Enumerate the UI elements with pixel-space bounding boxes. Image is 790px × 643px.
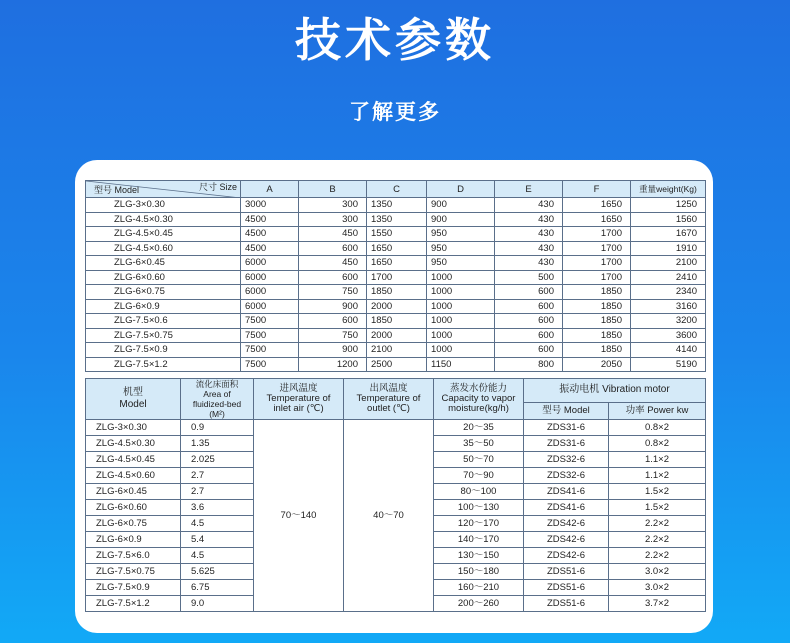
value-cell: 1850 xyxy=(563,343,631,358)
area-cell: 2.7 xyxy=(181,468,254,484)
table-row xyxy=(86,357,706,372)
motor-model-cell: ZDS32-6 xyxy=(524,468,609,484)
value-cell: 4500 xyxy=(241,241,299,256)
value-cell: 430 xyxy=(495,212,563,227)
value-cell: 1150 xyxy=(427,357,495,372)
value-cell: 7500 xyxy=(241,357,299,372)
value-cell: 4500 xyxy=(241,212,299,227)
motor-power-cell: 0.8×2 xyxy=(609,436,706,452)
value-cell: 2410 xyxy=(631,270,706,285)
value-cell: 300 xyxy=(299,198,367,213)
value-cell: 600 xyxy=(495,314,563,329)
motor-power-cell: 1.5×2 xyxy=(609,500,706,516)
value-cell: 900 xyxy=(427,198,495,213)
motor-power-cell: 2.2×2 xyxy=(609,548,706,564)
value-cell: 1700 xyxy=(563,241,631,256)
value-cell: 300 xyxy=(299,212,367,227)
value-cell: 1350 xyxy=(367,198,427,213)
motor-model-cell: ZDS51-6 xyxy=(524,580,609,596)
model-cell: ZLG-4.5×0.45 xyxy=(86,227,241,242)
value-cell: 1850 xyxy=(367,285,427,300)
value-cell: 7500 xyxy=(241,314,299,329)
motor-model-cell: ZDS51-6 xyxy=(524,564,609,580)
col-header: B xyxy=(299,181,367,198)
model-cell: ZLG-6×0.9 xyxy=(86,299,241,314)
value-cell: 3600 xyxy=(631,328,706,343)
value-cell: 4500 xyxy=(241,227,299,242)
model-cell: ZLG-7.5×0.6 xyxy=(86,314,241,329)
value-cell: 6000 xyxy=(241,285,299,300)
area-cell: 9.0 xyxy=(181,596,254,612)
col-header: A xyxy=(241,181,299,198)
inlet-temp-cell: 70～140 xyxy=(254,420,344,612)
area-cell: 3.6 xyxy=(181,500,254,516)
capacity-cell: 120～170 xyxy=(434,516,524,532)
value-cell: 900 xyxy=(299,299,367,314)
motor-model-cell: ZDS41-6 xyxy=(524,500,609,516)
learn-more-link[interactable]: 了解更多 xyxy=(349,100,441,124)
model-cell: ZLG-4.5×0.30 xyxy=(86,212,241,227)
value-cell: 430 xyxy=(495,227,563,242)
value-cell: 1850 xyxy=(563,314,631,329)
model-cell: ZLG-7.5×0.75 xyxy=(86,564,181,580)
size-label: 尺寸 Size xyxy=(198,182,237,192)
value-cell: 1650 xyxy=(563,198,631,213)
page-title: 技术参数 xyxy=(295,13,495,67)
value-cell: 7500 xyxy=(241,343,299,358)
model-cell: ZLG-7.5×1.2 xyxy=(86,357,241,372)
value-cell: 950 xyxy=(427,227,495,242)
area-cell: 6.75 xyxy=(181,580,254,596)
value-cell: 600 xyxy=(495,343,563,358)
value-cell: 1850 xyxy=(563,285,631,300)
spec-card xyxy=(75,160,713,633)
value-cell: 600 xyxy=(495,299,563,314)
area-cell: 5.625 xyxy=(181,564,254,580)
capacity-header: 蒸发水份能力 Capacity to vapor moisture(kg/h) xyxy=(434,379,524,420)
motor-power-cell: 2.2×2 xyxy=(609,516,706,532)
model-cell: ZLG-6×0.60 xyxy=(86,270,241,285)
value-cell: 430 xyxy=(495,256,563,271)
table-row xyxy=(86,227,706,242)
capacity-cell: 150～180 xyxy=(434,564,524,580)
value-cell: 1850 xyxy=(563,299,631,314)
model-cell: ZLG-3×0.30 xyxy=(86,198,241,213)
model-cell: ZLG-7.5×0.9 xyxy=(86,343,241,358)
value-cell: 600 xyxy=(299,314,367,329)
capacity-cell: 200～260 xyxy=(434,596,524,612)
capacity-cell: 70～90 xyxy=(434,468,524,484)
capacity-cell: 130～150 xyxy=(434,548,524,564)
value-cell: 1000 xyxy=(427,328,495,343)
motor-power-cell: 3.0×2 xyxy=(609,564,706,580)
value-cell: 1650 xyxy=(367,256,427,271)
value-cell: 1670 xyxy=(631,227,706,242)
value-cell: 2100 xyxy=(631,256,706,271)
capacity-cell: 160～210 xyxy=(434,580,524,596)
value-cell: 1850 xyxy=(563,328,631,343)
table-row xyxy=(86,420,706,436)
value-cell: 1250 xyxy=(631,198,706,213)
table-row xyxy=(86,270,706,285)
motor-power-cell: 2.2×2 xyxy=(609,532,706,548)
table1-corner-header xyxy=(86,181,241,198)
area-cell: 5.4 xyxy=(181,532,254,548)
value-cell: 2000 xyxy=(367,299,427,314)
value-cell: 430 xyxy=(495,241,563,256)
value-cell: 900 xyxy=(427,212,495,227)
outlet-temp-header: 出风温度 Temperature of outlet (℃) xyxy=(344,379,434,420)
value-cell: 950 xyxy=(427,241,495,256)
value-cell: 2100 xyxy=(367,343,427,358)
model-cell: ZLG-7.5×0.75 xyxy=(86,328,241,343)
area-cell: 2.025 xyxy=(181,452,254,468)
value-cell: 1700 xyxy=(563,256,631,271)
motor-power-cell: 1.1×2 xyxy=(609,452,706,468)
model-cell: ZLG-6×0.45 xyxy=(86,484,181,500)
value-cell: 1650 xyxy=(563,212,631,227)
model-label: 型号 Model xyxy=(94,185,140,195)
motor-power-cell: 3.7×2 xyxy=(609,596,706,612)
value-cell: 4140 xyxy=(631,343,706,358)
value-cell: 1000 xyxy=(427,285,495,300)
value-cell: 2340 xyxy=(631,285,706,300)
model-cell: ZLG-6×0.75 xyxy=(86,516,181,532)
capacity-cell: 80～100 xyxy=(434,484,524,500)
area-cell: 2.7 xyxy=(181,484,254,500)
value-cell: 450 xyxy=(299,227,367,242)
value-cell: 6000 xyxy=(241,299,299,314)
motor-power-cell: 3.0×2 xyxy=(609,580,706,596)
value-cell: 1910 xyxy=(631,241,706,256)
value-cell: 600 xyxy=(495,285,563,300)
area-cell: 4.5 xyxy=(181,516,254,532)
value-cell: 1850 xyxy=(367,314,427,329)
value-cell: 600 xyxy=(299,270,367,285)
model-cell: ZLG-6×0.45 xyxy=(86,256,241,271)
motor-model-cell: ZDS51-6 xyxy=(524,596,609,612)
model-cell: ZLG-7.5×6.0 xyxy=(86,548,181,564)
motor-power-header: 功率 Power kw xyxy=(609,402,706,419)
area-header: 流化床面积 Area of fluidized-bed (M²) xyxy=(181,379,254,420)
model-cell: ZLG-3×0.30 xyxy=(86,420,181,436)
inlet-temp-header: 进风温度 Temperature of inlet air (℃) xyxy=(254,379,344,420)
value-cell: 6000 xyxy=(241,256,299,271)
value-cell: 2500 xyxy=(367,357,427,372)
area-cell: 4.5 xyxy=(181,548,254,564)
table-row xyxy=(86,314,706,329)
model-header: 机型 Model xyxy=(86,379,181,420)
value-cell: 950 xyxy=(427,256,495,271)
value-cell: 450 xyxy=(299,256,367,271)
table-row xyxy=(86,241,706,256)
dimension-table xyxy=(85,180,706,372)
value-cell: 7500 xyxy=(241,328,299,343)
model-cell: ZLG-6×0.75 xyxy=(86,285,241,300)
col-header: C xyxy=(367,181,427,198)
model-cell: ZLG-4.5×0.45 xyxy=(86,452,181,468)
capacity-cell: 50～70 xyxy=(434,452,524,468)
value-cell: 1560 xyxy=(631,212,706,227)
value-cell: 1200 xyxy=(299,357,367,372)
value-cell: 1350 xyxy=(367,212,427,227)
capacity-cell: 140～170 xyxy=(434,532,524,548)
value-cell: 430 xyxy=(495,198,563,213)
motor-power-cell: 1.5×2 xyxy=(609,484,706,500)
value-cell: 5190 xyxy=(631,357,706,372)
value-cell: 1000 xyxy=(427,299,495,314)
value-cell: 1650 xyxy=(367,241,427,256)
value-cell: 1700 xyxy=(563,227,631,242)
model-cell: ZLG-4.5×0.60 xyxy=(86,468,181,484)
value-cell: 900 xyxy=(299,343,367,358)
table-row xyxy=(86,299,706,314)
value-cell: 600 xyxy=(495,328,563,343)
col-header: E xyxy=(495,181,563,198)
model-cell: ZLG-6×0.60 xyxy=(86,500,181,516)
motor-model-cell: ZDS41-6 xyxy=(524,484,609,500)
value-cell: 2050 xyxy=(563,357,631,372)
value-cell: 3200 xyxy=(631,314,706,329)
motor-model-header: 型号 Model xyxy=(524,402,609,419)
table-row xyxy=(86,343,706,358)
value-cell: 3160 xyxy=(631,299,706,314)
value-cell: 600 xyxy=(299,241,367,256)
table-row xyxy=(86,198,706,213)
table-row xyxy=(86,212,706,227)
capacity-cell: 100～130 xyxy=(434,500,524,516)
table-row xyxy=(86,256,706,271)
motor-model-cell: ZDS42-6 xyxy=(524,548,609,564)
model-cell: ZLG-4.5×0.60 xyxy=(86,241,241,256)
capacity-cell: 35～50 xyxy=(434,436,524,452)
value-cell: 6000 xyxy=(241,270,299,285)
col-header: F xyxy=(563,181,631,198)
motor-power-cell: 0.8×2 xyxy=(609,420,706,436)
table-row xyxy=(86,285,706,300)
value-cell: 750 xyxy=(299,285,367,300)
value-cell: 750 xyxy=(299,328,367,343)
motor-power-cell: 1.1×2 xyxy=(609,468,706,484)
model-cell: ZLG-7.5×0.9 xyxy=(86,580,181,596)
value-cell: 1700 xyxy=(367,270,427,285)
value-cell: 1550 xyxy=(367,227,427,242)
col-header: 重量weight(Kg) xyxy=(631,181,706,198)
value-cell: 3000 xyxy=(241,198,299,213)
motor-model-cell: ZDS31-6 xyxy=(524,420,609,436)
value-cell: 1000 xyxy=(427,343,495,358)
motor-header: 振动电机 Vibration motor xyxy=(524,379,706,403)
model-cell: ZLG-6×0.9 xyxy=(86,532,181,548)
motor-model-cell: ZDS32-6 xyxy=(524,452,609,468)
value-cell: 1000 xyxy=(427,314,495,329)
value-cell: 1700 xyxy=(563,270,631,285)
value-cell: 1000 xyxy=(427,270,495,285)
area-cell: 1.35 xyxy=(181,436,254,452)
col-header: D xyxy=(427,181,495,198)
area-cell: 0.9 xyxy=(181,420,254,436)
performance-table xyxy=(85,378,706,612)
motor-model-cell: ZDS42-6 xyxy=(524,516,609,532)
outlet-temp-cell: 40～70 xyxy=(344,420,434,612)
capacity-cell: 20～35 xyxy=(434,420,524,436)
motor-model-cell: ZDS42-6 xyxy=(524,532,609,548)
value-cell: 500 xyxy=(495,270,563,285)
value-cell: 800 xyxy=(495,357,563,372)
table-row xyxy=(86,328,706,343)
motor-model-cell: ZDS31-6 xyxy=(524,436,609,452)
value-cell: 2000 xyxy=(367,328,427,343)
model-cell: ZLG-7.5×1.2 xyxy=(86,596,181,612)
model-cell: ZLG-4.5×0.30 xyxy=(86,436,181,452)
